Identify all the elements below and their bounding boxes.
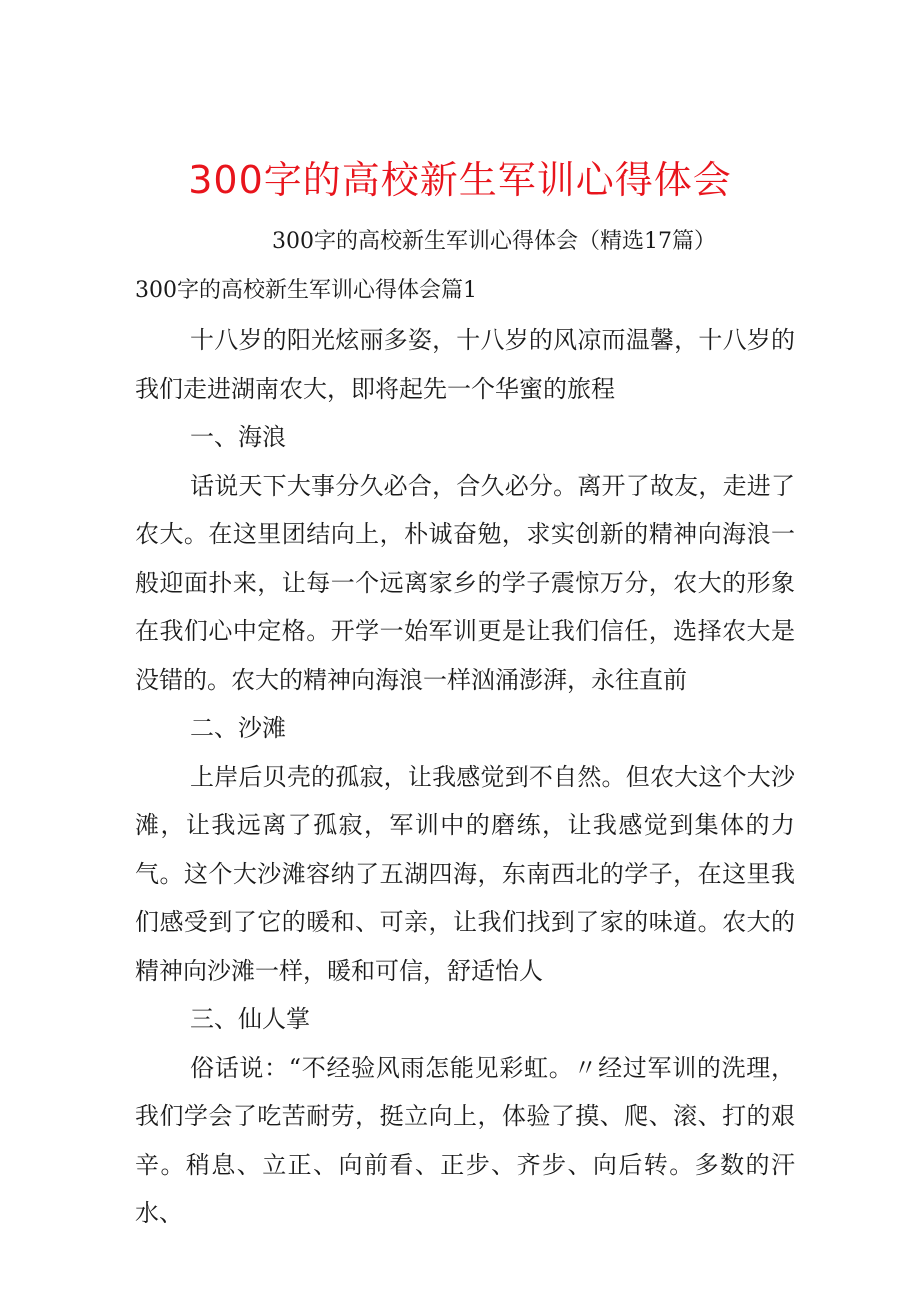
heading-waves: 一、海浪 (190, 423, 286, 451)
heading-beach: 二、沙滩 (190, 714, 286, 742)
paragraph-beach: 上岸后贝壳的孤寂，让我感觉到不自然。但农大这个大沙滩，让我远离了孤寂，军训中的磨练，让我感觉到集体的力气。这个大沙滩容纳了五湖四海，东南西北的学子，在这里我们感受到了它的暖和、可亲，让我们找到了家的味道。农大的精神向沙滩一样，暖和可信，舒适怡人 (135, 762, 795, 985)
heading-cactus: 三、仙人掌 (190, 1005, 310, 1033)
section-title: 300字的高校新生军训心得体会篇1 (135, 278, 477, 303)
document-title: 300字的高校新生军训心得体会 (188, 158, 732, 202)
paragraph-waves: 话说天下大事分久必合，合久必分。离开了故友，走进了农大。在这里团结向上，朴诚奋勉，求实创新的精神向海浪一般迎面扑来，让每一个远离家乡的学子震惊万分，农大的形象在我们心中定格。开学一始军训更是让我们信任，选择农大是没错的。农大的精神向海浪一样汹涌澎湃，永往直前 (135, 471, 795, 694)
paragraph-cactus: 俗话说：“不经验风雨怎能见彩虹。〃经过军训的洗理，我们学会了吃苦耐劳，挺立向上，体验了摸、爬、滚、打的艰辛。稍息、立正、向前看、正步、齐步、向后转。多数的汗水、 (135, 1053, 795, 1227)
document-subtitle: 300字的高校新生军训心得体会（精选17篇） (272, 229, 716, 254)
paragraph-intro: 十八岁的阳光炫丽多姿，十八岁的风凉而温馨，十八岁的我们走进湖南农大，即将起先一个华蜜的旅程 (135, 326, 795, 403)
document-body (135, 316, 795, 1238)
